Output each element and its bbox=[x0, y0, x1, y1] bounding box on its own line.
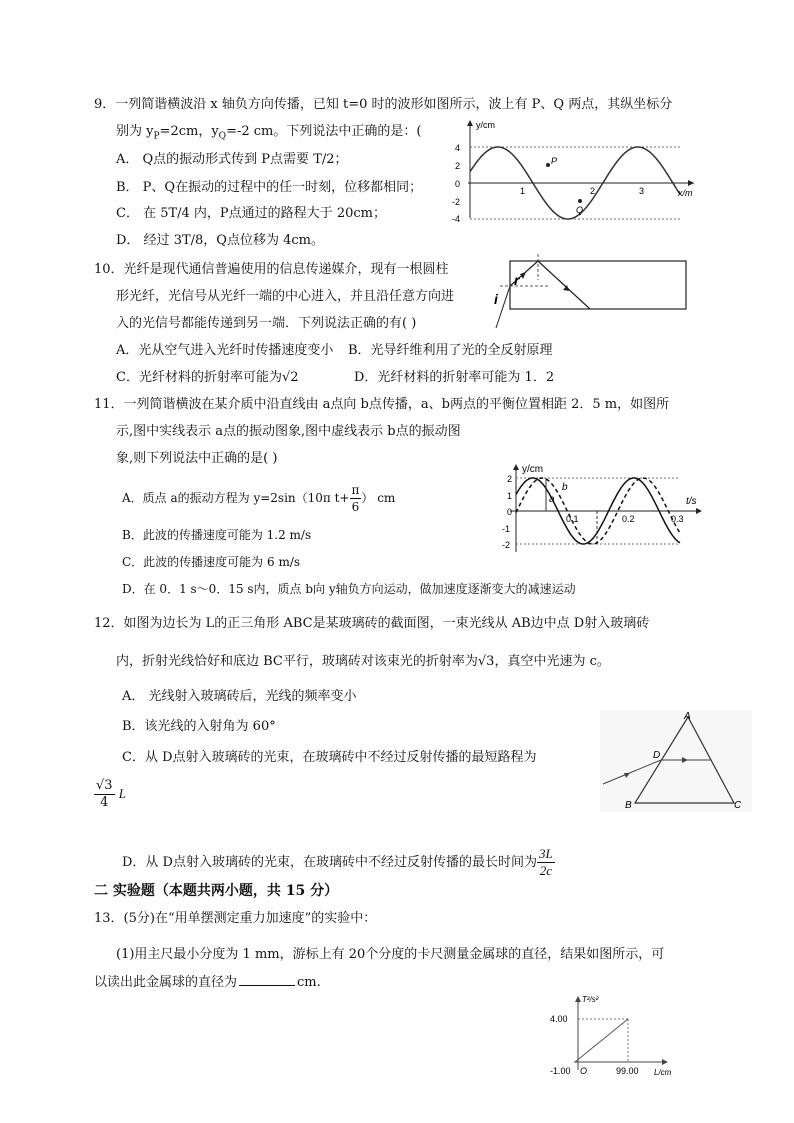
q9-xtick: 1 bbox=[520, 186, 526, 196]
q11-ytick: 2 bbox=[507, 474, 513, 484]
q13-origin: O bbox=[580, 1066, 588, 1076]
q12-stem-line2: 内，折射光线恰好和底边 BC平行，玻璃砖对该束光的折射率为√3，真空中光速为 c。 bbox=[116, 654, 610, 669]
q9-xtick: 3 bbox=[639, 186, 645, 196]
q9-xtick: 2 bbox=[590, 186, 596, 196]
q13-y-axis-label: T²/s² bbox=[582, 995, 599, 1004]
q13-stem-line3: 以读出此金属球的直径为 cm. bbox=[94, 975, 321, 990]
q9-option-c: C． 在 5T/4 内，P点通过的路程大于 20cm； bbox=[116, 206, 386, 221]
q9-ytick: 4 bbox=[455, 143, 461, 153]
q9-stem-line2: 别为 $y_P=2cm$，$y_Q=-2$ cm。下列说法中正确的是：( bbox=[116, 124, 422, 142]
q13-xtick-negative: -1.00 bbox=[550, 1066, 571, 1076]
q11-option-b: B．此波的传播速度可能为 1.2 m/s bbox=[122, 528, 312, 542]
q11-label-b: b bbox=[562, 482, 568, 493]
q12-stem-line1: 12．如图为边长为 L的正三角形 ABC是某玻璃砖的截面图，一束光线从 AB边中点 D射入玻璃砖 bbox=[94, 616, 650, 631]
q10-option-c: C．光纤材料的折射率可能为√2 bbox=[116, 370, 299, 385]
q13-x-axis-label: L/cm bbox=[654, 1068, 672, 1077]
q10-fiber-figure bbox=[490, 250, 690, 330]
q13-xtick: 99.00 bbox=[616, 1066, 639, 1076]
q11-oscillation-figure bbox=[500, 462, 704, 556]
q9-wave-figure bbox=[452, 118, 698, 226]
q12-option-d: D．从 D点射入玻璃砖的光束，在玻璃砖中不经过反射传播的最长时间为 $\frac{3L}{2c}$ bbox=[122, 846, 553, 878]
q12-option-b: B．该光线的入射角为 60° bbox=[122, 719, 276, 734]
q11-stem-line1: 11．一列简谐横波在某介质中沿直线由 a点向 b点传播，a、b两点的平衡位置相距 2．5 m，如图所 bbox=[94, 397, 670, 412]
q12-option-c: C．从 D点射入玻璃砖的光束，在玻璃砖中不经过反射传播的最短路程为 bbox=[122, 750, 537, 765]
q11-xtick: 0.2 bbox=[622, 514, 635, 524]
q9-y-axis-label: y/cm bbox=[476, 120, 495, 130]
q9-label-q: Q bbox=[576, 205, 584, 215]
q11-option-d: D．在 0．1 s～0．15 s内，质点 b向 y轴负方向运动，做加速度逐渐变大的减速运动 bbox=[122, 582, 576, 596]
q12-vertex-b: B bbox=[625, 800, 632, 811]
q12-point-d: D bbox=[653, 750, 661, 761]
q9-option-d: D． 经过 3T/8，Q点位移为 4cm。 bbox=[116, 233, 324, 248]
q11-option-c: C．此波的传播速度可能为 6 m/s bbox=[122, 555, 301, 569]
q11-x-axis-label: t/s bbox=[686, 496, 697, 507]
q13-graph-figure bbox=[544, 992, 674, 1078]
q9-point-q bbox=[578, 199, 582, 203]
q9-x-axis-label: x/m bbox=[678, 188, 693, 198]
q12-option-c-answer: $\frac{√3}{4}$ L bbox=[96, 778, 126, 810]
q9-label-p: P bbox=[551, 156, 558, 166]
q10-stem-line1: 10．光纤是现代通信普遍使用的信息传递媒介，现有一根圆柱 bbox=[94, 262, 449, 277]
q13-stem-line1: 13．(5分)在“用单摆测定重力加速度”的实验中： bbox=[94, 911, 377, 926]
q10-stem-line2: 形光纤，光信号从光纤一端的中心进入，并且沿任意方向进 bbox=[116, 289, 455, 304]
q9-ytick: -4 bbox=[452, 214, 461, 224]
q11-stem-line3: 象,则下列说法中正确的是( ) bbox=[116, 451, 278, 466]
q13-ytick: 4.00 bbox=[550, 1014, 568, 1024]
answer-blank[interactable] bbox=[239, 985, 295, 986]
q12-vertex-c: C bbox=[734, 800, 742, 811]
q12-vertex-a: A bbox=[684, 711, 691, 722]
q11-option-a: A．质点 a的振动方程为 y=2sin（10π t+ $\frac{\pi}{6}$ ） cm bbox=[122, 483, 396, 514]
q10-option-d: D．光纤材料的折射率可能为 1．2 bbox=[354, 370, 555, 385]
q11-xtick: 0.1 bbox=[566, 514, 579, 524]
q12-option-a: A． 光线射入玻璃砖后，光线的频率变小 bbox=[122, 689, 357, 704]
q9-point-p bbox=[546, 163, 550, 167]
q11-stem-line2: 示,图中实线表示 a点的振动图象,图中虚线表示 b点的振动图 bbox=[116, 424, 461, 439]
q11-label-a: a bbox=[549, 494, 555, 505]
q10-option-b: B．光导纤维利用了光的全反射原理 bbox=[348, 343, 553, 358]
q9-ytick: 2 bbox=[455, 161, 461, 171]
q10-refraction-angle-label: r bbox=[514, 272, 520, 288]
q12-triangle-figure bbox=[600, 710, 752, 812]
q11-y-axis-label: y/cm bbox=[522, 464, 544, 475]
q11-ytick: 0 bbox=[507, 507, 513, 517]
q10-option-a: A．光从空气进入光纤时传播速度变小 bbox=[116, 343, 334, 358]
q10-stem-line3: 入的光信号都能传递到另一端．下列说法正确的有( ) bbox=[116, 316, 417, 331]
q11-xtick: 0.3 bbox=[671, 514, 684, 524]
q13-stem-line2: (1)用主尺最小分度为 1 mm，游标上有 20个分度的卡尺测量金属球的直径，结果如图所示，可 bbox=[116, 947, 665, 962]
q9-ytick: 0 bbox=[455, 179, 461, 189]
q11-ytick: 1 bbox=[507, 491, 513, 501]
q9-stem-line1: 9．一列简谐横波沿 x 轴负方向传播，已知 t=0 时的波形如图所示，波上有 P、Q 两点，其纵坐标分 bbox=[94, 97, 673, 112]
q11-ytick: -1 bbox=[502, 524, 511, 534]
section-2-title: 二 实验题（本题共两小题，共 15 分） bbox=[94, 883, 339, 899]
q10-incidence-angle-label: i bbox=[494, 291, 498, 307]
q9-option-b: B． P、Q在振动的过程中的任一时刻，位移都相同； bbox=[116, 180, 423, 195]
q11-ytick: -2 bbox=[502, 540, 511, 550]
q9-option-a: A． Q点的振动形式传到 P点需要 T/2； bbox=[116, 152, 348, 167]
q9-ytick: -2 bbox=[452, 197, 461, 207]
